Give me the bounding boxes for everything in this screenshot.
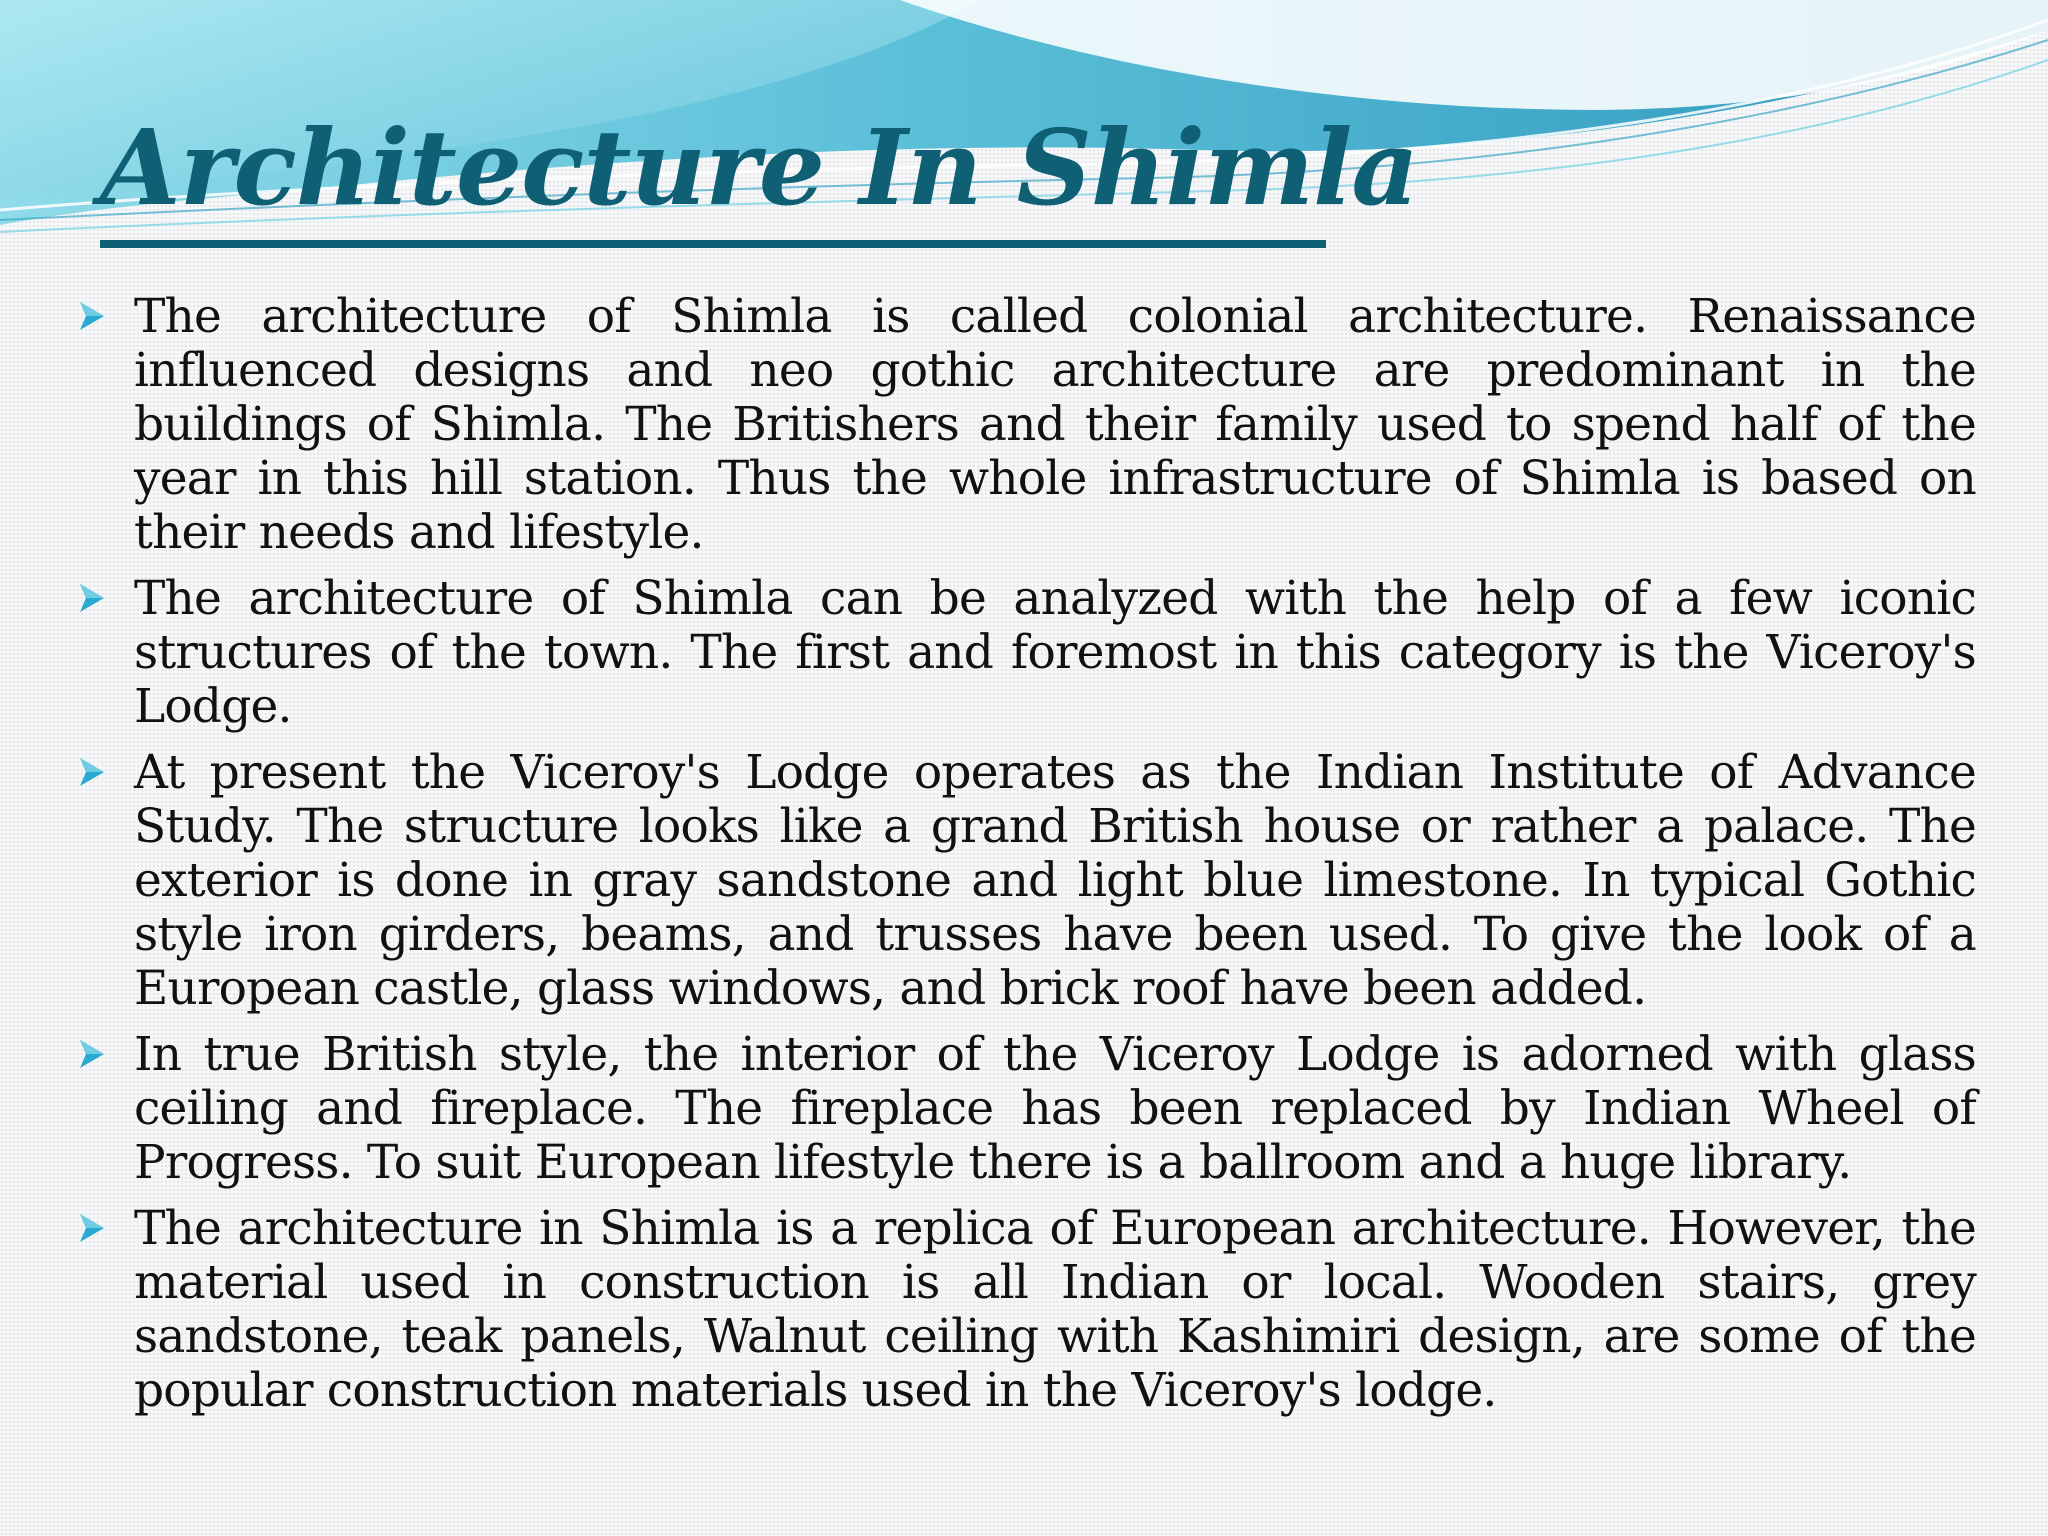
bullet-text: The architecture in Shimla is a replica of European architecture. However, the material used in construction is all Indian or local. Wooden stairs, grey sandstone, teak panels, Walnut ceiling with Kashimiri design, are some of the popular construction materials used in the Viceroy's lodge. [134,1201,1976,1418]
bullet-item [68,1028,1976,1190]
bullet-text: The architecture of Shimla is called colonial architecture. Renaissance influenced designs and neo gothic architecture are predominant in the buildings of Shimla. The Britishers and their family used to spend half of the year in this hill station. Thus the whole infrastructure of Shimla is based on their needs and lifestyle. [134,289,1976,560]
arrowhead-bullet-icon [72,296,112,336]
arrowhead-bullet-icon [72,578,112,618]
bullet-text: The architecture of Shimla can be analyzed with the help of a few iconic structures of the town. The first and foremost in this category is the Viceroy's Lodge. [134,571,1976,734]
bullet-text: At present the Viceroy's Lodge operates as the Indian Institute of Advance Study. The structure looks like a grand British house or rather a palace. The exterior is done in gray sandstone and light blue limestone. In typical Gothic style iron girders, beams, and trusses have been used. To give the look of a European castle, glass windows, and brick roof have been added. [134,745,1976,1016]
arrowhead-bullet-icon [72,1034,112,1074]
bullet-item [68,1202,1976,1418]
arrowhead-bullet-icon [72,1208,112,1248]
bullet-item [68,290,1976,560]
arrowhead-bullet-icon [72,752,112,792]
bullet-text: In true British style, the interior of the Viceroy Lodge is adorned with glass ceiling and fireplace. The fireplace has been replaced by Indian Wheel of Progress. To suit European lifestyle there is a ballroom and a huge library. [134,1027,1976,1190]
bullet-list [68,290,1976,1430]
title-underline [100,240,1326,248]
slide-title: Architecture In Shimla [100,106,1418,229]
bullet-item [68,746,1976,1016]
bullet-item [68,572,1976,734]
